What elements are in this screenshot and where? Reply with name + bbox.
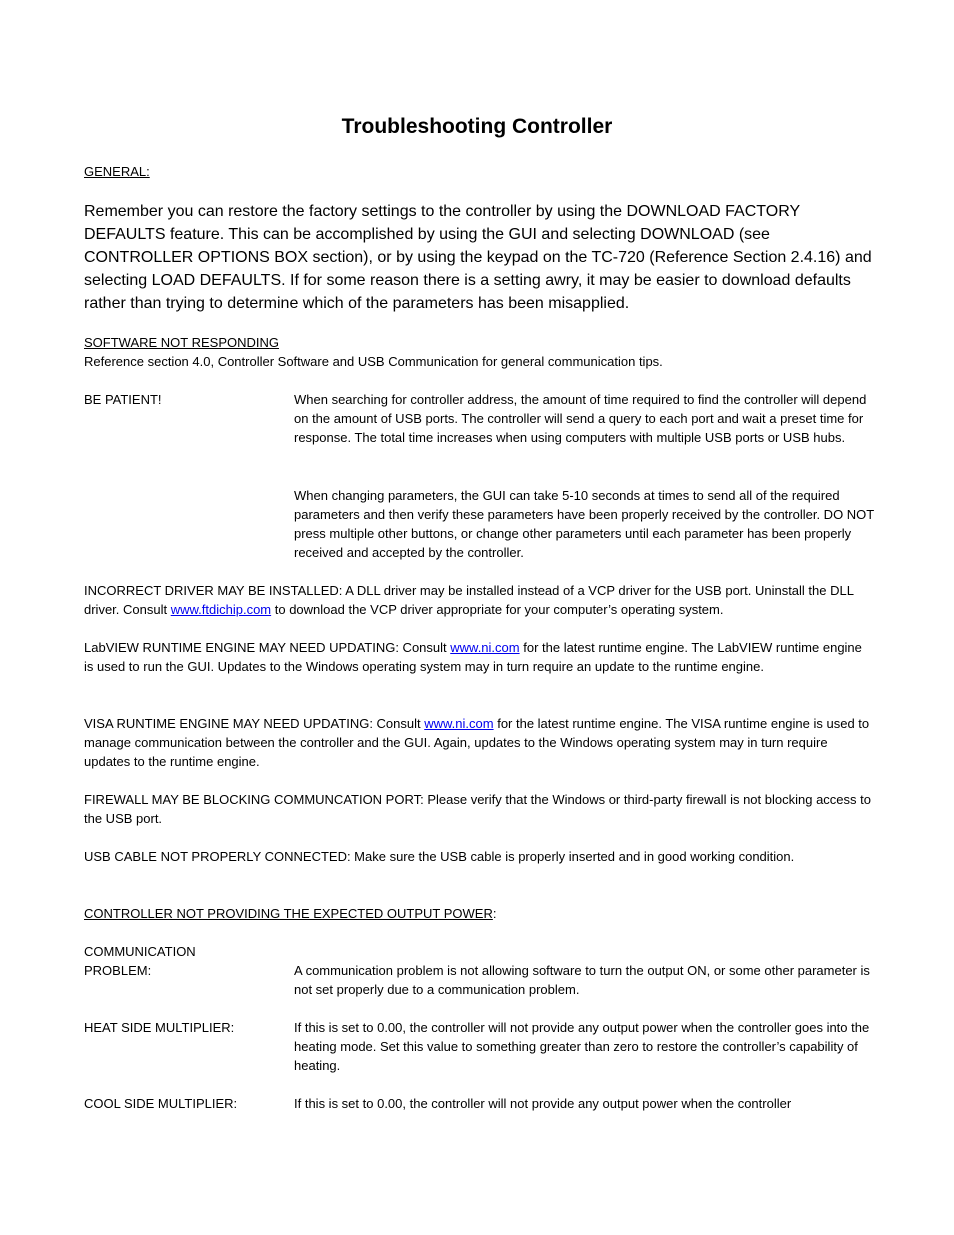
heat-side-multiplier-description: If this is set to 0.00, the controller will not provide any output power when the controller goes into the heating mode. Set this value to something greater than zero to restore the controller’s capability of heating. xyxy=(294,1020,870,1073)
labview-text: LabVIEW RUNTIME ENGINE MAY NEED UPDATING: Consult xyxy=(84,640,451,655)
output-heading-text: CONTROLLER NOT PROVIDING THE EXPECTED OUTPUT POWER xyxy=(84,906,493,921)
communication-description: A communication problem is not allowing software to turn the output ON, or some other parameter is not set properly due to a communication problem. xyxy=(294,963,870,997)
page-title: Troubleshooting Controller xyxy=(341,115,613,138)
firewall-paragraph: FIREWALL MAY BE BLOCKING COMMUNCATION PORT: Please verify that the Windows or third-party firewall is not blocking access to the USB port. xyxy=(84,792,871,826)
communication-label-line-2: PROBLEM: xyxy=(84,963,152,978)
labview-paragraph xyxy=(84,638,874,676)
output-heading xyxy=(84,904,874,923)
visa-text: VISA RUNTIME ENGINE MAY NEED UPDATING: Consult xyxy=(84,716,425,731)
software-reference: Reference section 4.0, Controller Software and USB Communication for general communication tips. xyxy=(84,354,663,369)
incorrect-driver-paragraph xyxy=(84,581,874,619)
incorrect-driver-text: INCORRECT DRIVER MAY BE INSTALLED: A DLL driver may be installed instead of a VCP driver for the USB port. Uninstall the DLL driver. Consult xyxy=(84,583,854,617)
visa-text-end: for the latest runtime engine. The VISA runtime engine is used to manage communication between the controller and the GUI. Again, updates to the Windows operating system may in turn require updates to the runtime engine. xyxy=(84,716,870,769)
software-heading: SOFTWARE NOT RESPONDING xyxy=(84,335,280,350)
ftdichip-link[interactable]: www.ftdichip.com xyxy=(170,602,272,617)
be-patient-paragraph-1: When searching for controller address, the amount of time required to find the controller will depend on the amount of USB ports. The controller will send a query to each port and wait a preset time for response. The total time increases when using computers with multiple USB ports or USB hubs. xyxy=(294,392,867,445)
general-body: Remember you can restore the factory settings to the controller by using the DOWNLOAD FACTORY DEFAULTS feature. This can be accomplished by using the GUI and selecting DOWNLOAD (see CONTROLLER OPTIONS BOX section), or by using the keypad on the TC-720 (Reference Section 2.4.16) and selecting LOAD DEFAULTS. If for some reason there is a setting awry, it may be easier to download defaults rather than trying to determine which of the parameters has been misapplied. xyxy=(84,203,872,312)
cool-side-multiplier-description: If this is set to 0.00, the controller will not provide any output power when the controller xyxy=(294,1096,792,1111)
general-heading: GENERAL: xyxy=(84,164,150,179)
cool-side-multiplier-label: COOL SIDE MULTIPLIER: xyxy=(84,1096,238,1111)
ni-link-visa[interactable]: www.ni.com xyxy=(424,716,494,731)
labview-text-end: for the latest runtime engine. The LabVIEW runtime engine is used to run the GUI. Updates to the Windows operating system may in turn require an update to the runtime engine. xyxy=(84,640,862,674)
incorrect-driver-text-end: to download the VCP driver appropriate for your computer’s operating system. xyxy=(271,602,724,617)
be-patient-paragraph-2: When changing parameters, the GUI can take 5-10 seconds at times to send all of the required parameters and then verify these parameters have been properly received by the controller. DO NOT press multiple other buttons, or change other parameters until each parameter has been properly received and accepted by the controller. xyxy=(294,488,874,560)
visa-paragraph xyxy=(84,714,874,771)
heat-side-multiplier-label: HEAT SIDE MULTIPLIER: xyxy=(84,1020,235,1035)
be-patient-label: BE PATIENT! xyxy=(84,392,162,407)
communication-label-line-1: COMMUNICATION xyxy=(84,944,196,959)
output-heading-suffix: : xyxy=(492,906,497,921)
usb-cable-paragraph: USB CABLE NOT PROPERLY CONNECTED: Make sure the USB cable is properly inserted and in good working condition. xyxy=(84,849,795,864)
ni-link-labview[interactable]: www.ni.com xyxy=(450,640,520,655)
